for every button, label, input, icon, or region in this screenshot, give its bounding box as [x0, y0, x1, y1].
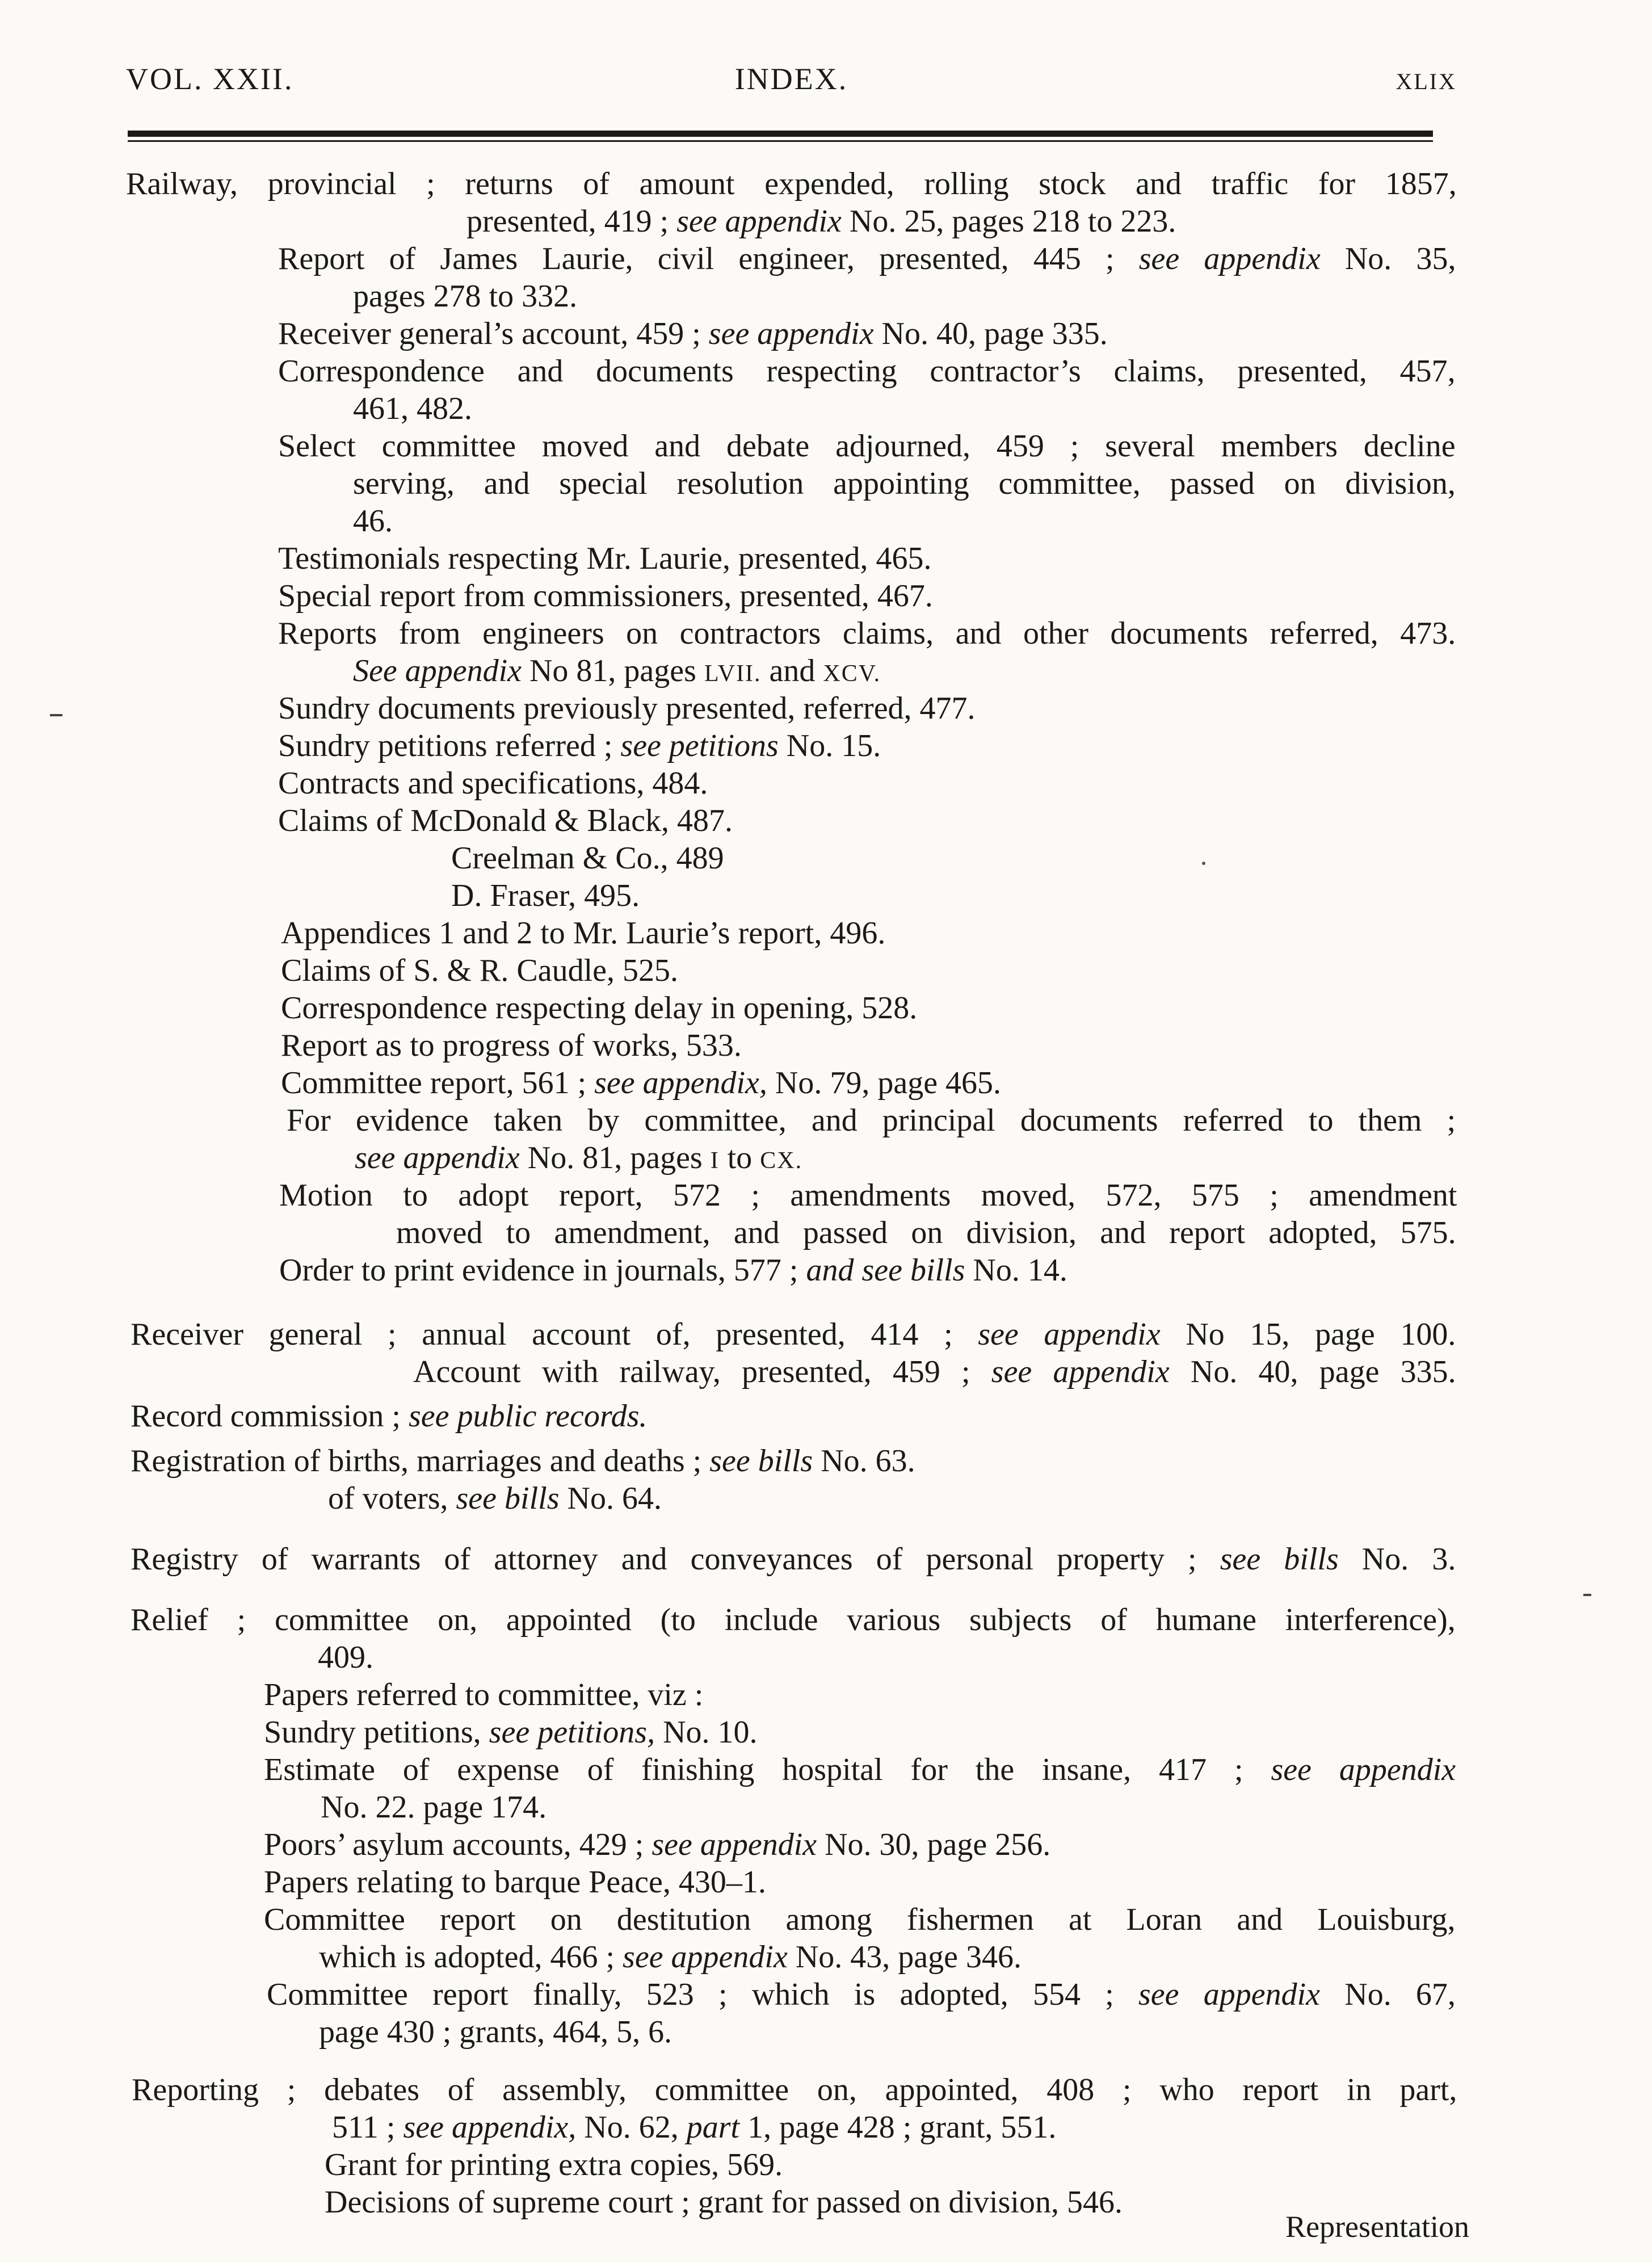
- index-line: [353, 503, 393, 539]
- italic-reference: see appendix: [651, 1827, 817, 1862]
- index-line: [281, 952, 678, 989]
- entry-text: 409.: [318, 1640, 373, 1675]
- index-line: [466, 203, 1176, 240]
- index-line: [264, 1864, 766, 1900]
- entry-text: No. 40, page 335.: [1169, 1354, 1456, 1389]
- entry-text: pages 278 to 332.: [353, 279, 578, 314]
- entry-text: presented, 419 ;: [466, 204, 677, 239]
- index-line: [131, 1541, 1456, 1577]
- index-line: [278, 316, 1108, 352]
- index-line: [279, 1177, 1457, 1214]
- entry-text: Estimate of expense of finishing hospital for the insane, 417 ;: [264, 1752, 1271, 1787]
- entry-text: No. 79, page 465.: [767, 1065, 1002, 1101]
- index-line: [328, 1480, 662, 1517]
- index-line: [332, 2109, 1056, 2146]
- entry-text: Reports from engineers on contractors claims, and other documents referred, 473.: [278, 616, 1456, 651]
- entry-text: Committee report on destitution among fishermen at Loran and Louisburg,: [264, 1902, 1456, 1937]
- entry-text: For evidence taken by committee, and principal documents referred to them ;: [287, 1103, 1456, 1138]
- entry-text: LVII.: [704, 661, 762, 687]
- index-line: [278, 690, 976, 727]
- index-line: [131, 1602, 1456, 1638]
- index-line: [131, 1316, 1456, 1353]
- index-line: [319, 1939, 1022, 1975]
- entry-text: No. 22. page 174.: [321, 1790, 547, 1825]
- entry-text: Papers referred to committee, viz :: [264, 1677, 704, 1712]
- entry-text: which is adopted, 466 ;: [319, 1939, 623, 1975]
- index-line: [264, 1901, 1456, 1938]
- volume-label: VOL. XXII.: [126, 62, 294, 96]
- index-line: [281, 990, 917, 1026]
- italic-reference: see appendix: [1271, 1752, 1456, 1787]
- entry-text: No. 40, page 335.: [873, 316, 1108, 351]
- margin-mark-right: [1583, 1594, 1591, 1596]
- entry-text: Select committee moved and debate adjourned, 459 ; several members decline: [278, 429, 1456, 464]
- index-line: [278, 765, 708, 801]
- index-line: [264, 1752, 1456, 1788]
- index-line: [353, 465, 1456, 502]
- index-line: [278, 241, 1456, 277]
- entry-text: Report of James Laurie, civil engineer, presented, 445 ;: [278, 241, 1139, 276]
- entry-text: XCV.: [823, 661, 881, 687]
- page-title: INDEX.: [734, 62, 848, 96]
- italic-reference: part: [686, 2110, 740, 2145]
- index-line: [281, 1065, 1001, 1101]
- entry-text: No. 62,: [576, 2110, 687, 2145]
- header-rule-thick: [128, 131, 1433, 137]
- index-line: [278, 578, 933, 614]
- italic-reference: see appendix: [991, 1354, 1170, 1389]
- index-line: [355, 1140, 802, 1179]
- entry-text: No. 25, pages 218 to 223.: [841, 204, 1176, 239]
- index-line: [413, 1354, 1456, 1390]
- entry-text: Correspondence and documents respecting contractor’s claims, presented, 457,: [278, 354, 1456, 389]
- entry-text: serving, and special resolution appointing committee, passed on division,: [353, 466, 1456, 501]
- index-line: [325, 2184, 1123, 2220]
- italic-reference: see petitions,: [489, 1715, 655, 1750]
- index-line: [287, 1102, 1456, 1139]
- entry-text: No. 63.: [813, 1443, 915, 1479]
- entry-text: Testimonials respecting Mr. Laurie, presented, 465.: [278, 541, 932, 576]
- index-line: [131, 1443, 915, 1479]
- italic-reference: see bills: [456, 1481, 560, 1516]
- index-line: [281, 1027, 742, 1064]
- entry-text: Sundry documents previously presented, referred, 477.: [278, 691, 976, 726]
- italic-reference: see bills: [1220, 1542, 1339, 1577]
- entry-text: Registration of births, marriages and deaths ;: [131, 1443, 710, 1479]
- entry-text: No. 10.: [655, 1715, 758, 1750]
- entry-text: CX.: [760, 1148, 803, 1174]
- italic-reference: see bills: [709, 1443, 813, 1479]
- margin-dot: [1202, 862, 1205, 865]
- italic-reference: see public records.: [408, 1399, 648, 1434]
- entry-text: Appendices 1 and 2 to Mr. Laurie’s report, 496.: [281, 916, 886, 951]
- entry-text: 461, 482.: [353, 391, 472, 426]
- catchword: Representation: [1285, 2210, 1469, 2244]
- index-line: [278, 353, 1456, 389]
- entry-text: No. 30, page 256.: [817, 1827, 1051, 1862]
- entry-text: Contracts and specifications, 484.: [278, 766, 708, 801]
- entry-text: Report as to progress of works, 533.: [281, 1028, 742, 1063]
- entry-text: No 81, pages: [521, 653, 704, 688]
- entry-text: Sundry petitions referred ;: [278, 728, 621, 763]
- italic-reference: see appendix: [676, 204, 842, 239]
- entry-text: moved to amendment, and passed on division, and report adopted, 575.: [396, 1215, 1456, 1250]
- index-line: [264, 1714, 758, 1750]
- entry-text: Claims of S. & R. Caudle, 525.: [281, 953, 678, 988]
- entry-text: Registry of warrants of attorney and conveyances of personal property ;: [131, 1542, 1220, 1577]
- index-line: [319, 2014, 672, 2050]
- entry-text: Decisions of supreme court ; grant for passed on division, 546.: [325, 2185, 1123, 2220]
- entry-text: No. 67,: [1320, 1977, 1456, 2012]
- index-line: [264, 1827, 1050, 1863]
- index-line: [132, 2072, 1457, 2108]
- italic-reference: see appendix: [623, 1939, 788, 1975]
- entry-text: of voters,: [328, 1481, 456, 1516]
- entry-text: Record commission ;: [131, 1399, 409, 1434]
- entry-text: Reporting ; debates of assembly, committee on, appointed, 408 ; who report in part,: [132, 2072, 1457, 2107]
- entry-text: Correspondence respecting delay in opening, 528.: [281, 990, 918, 1026]
- italic-reference: and see bills: [806, 1253, 965, 1288]
- index-line: [353, 278, 577, 314]
- italic-reference: see appendix: [978, 1317, 1161, 1352]
- index-line: [278, 428, 1456, 464]
- entry-text: D. Fraser, 495.: [451, 878, 640, 913]
- entry-text: 46.: [353, 503, 393, 539]
- entry-text: Railway, provincial ; returns of amount expended, rolling stock and traffic for 1857,: [126, 166, 1457, 201]
- italic-reference: see petitions: [620, 728, 779, 763]
- index-line: [278, 803, 733, 839]
- entry-text: Special report from commissioners, presented, 467.: [278, 578, 933, 614]
- margin-mark-left: [50, 714, 62, 716]
- index-line: [396, 1215, 1456, 1251]
- italic-reference: see appendix: [355, 1140, 520, 1175]
- italic-reference: see appendix: [1138, 1977, 1321, 2012]
- entry-text: Claims of McDonald & Black, 487.: [278, 803, 733, 838]
- italic-reference: see appendix,: [594, 1065, 767, 1101]
- header-rule-thin: [128, 140, 1433, 142]
- entry-text: 511 ;: [332, 2110, 403, 2145]
- index-line: [279, 1252, 1067, 1288]
- entry-text: No. 15.: [778, 728, 881, 763]
- entry-text: Papers relating to barque Peace, 430–1.: [264, 1865, 766, 1900]
- index-line: [278, 615, 1456, 652]
- entry-text: Receiver general’s account, 459 ;: [278, 316, 709, 351]
- index-line: [278, 728, 881, 764]
- index-line: [264, 1677, 703, 1713]
- italic-reference: see appendix: [1138, 241, 1321, 276]
- entry-text: Sundry petitions,: [264, 1715, 489, 1750]
- index-line: [325, 2147, 783, 2183]
- index-line: [353, 391, 472, 427]
- index-line: [267, 1976, 1456, 2013]
- entry-text: Committee report finally, 523 ; which is adopted, 554 ;: [267, 1977, 1139, 2012]
- entry-text: Grant for printing extra copies, 569.: [325, 2147, 783, 2182]
- entry-text: Order to print evidence in journals, 577 ;: [279, 1253, 806, 1288]
- index-line: [278, 540, 932, 577]
- running-header: [126, 61, 1457, 107]
- entry-text: No. 3.: [1338, 1542, 1456, 1577]
- italic-reference: see appendix: [708, 316, 874, 351]
- entry-text: I: [710, 1148, 720, 1174]
- entry-text: No. 35,: [1320, 241, 1456, 276]
- index-line: [451, 878, 640, 914]
- entry-text: Creelman & Co., 489: [451, 841, 724, 876]
- page-number: XLIX: [1395, 69, 1457, 94]
- index-line: [126, 166, 1457, 202]
- index-line: [131, 1398, 647, 1434]
- italic-reference: See appendix: [353, 653, 522, 688]
- index-line: [451, 840, 724, 876]
- entry-text: Motion to adopt report, 572 ; amendments moved, 572, 575 ; amendment: [279, 1178, 1457, 1213]
- entry-text: Committee report, 561 ;: [281, 1065, 595, 1101]
- index-line: [321, 1789, 547, 1825]
- entry-text: Receiver general ; annual account of, presented, 414 ;: [131, 1317, 978, 1352]
- entry-text: Account with railway, presented, 459 ;: [413, 1354, 991, 1389]
- entry-text: and: [761, 653, 823, 688]
- entry-text: No 15, page 100.: [1160, 1317, 1456, 1352]
- entry-text: No. 64.: [559, 1481, 662, 1516]
- entry-text: No. 14.: [965, 1253, 1067, 1288]
- index-line: [353, 653, 881, 692]
- index-line: [281, 915, 885, 951]
- entry-text: Poors’ asylum accounts, 429 ;: [264, 1827, 652, 1862]
- italic-reference: see appendix,: [403, 2110, 577, 2145]
- entry-text: No. 81, pages: [519, 1140, 711, 1175]
- entry-text: 1, page 428 ; grant, 551.: [739, 2110, 1057, 2145]
- index-line: [318, 1639, 373, 1676]
- entry-text: Relief ; committee on, appointed (to include various subjects of humane interference),: [131, 1602, 1456, 1638]
- entry-text: page 430 ; grants, 464, 5, 6.: [319, 2014, 672, 2050]
- entry-text: No. 43, page 346.: [787, 1939, 1022, 1975]
- entry-text: to: [719, 1140, 760, 1175]
